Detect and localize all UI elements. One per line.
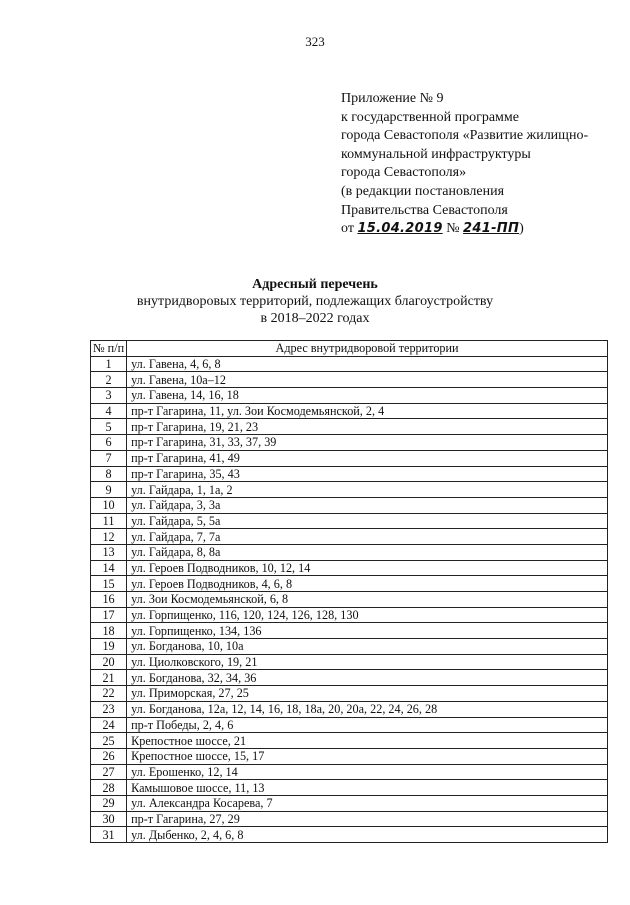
table-row bbox=[91, 748, 608, 764]
row-address: ул. Героев Подводников, 10, 12, 14 bbox=[127, 560, 608, 576]
header-number: № п/п bbox=[91, 341, 127, 357]
row-address: ул. Гайдара, 7, 7а bbox=[127, 529, 608, 545]
row-number: 30 bbox=[91, 811, 127, 827]
row-number: 6 bbox=[91, 435, 127, 451]
row-number: 5 bbox=[91, 419, 127, 435]
date-prefix: от bbox=[341, 221, 354, 237]
table-body bbox=[91, 356, 608, 842]
row-number: 12 bbox=[91, 529, 127, 545]
row-address: ул. Гавена, 4, 6, 8 bbox=[127, 356, 608, 372]
row-address: пр-т Гагарина, 35, 43 bbox=[127, 466, 608, 482]
appendix-line: города Севастополя «Развитие жилищно- bbox=[341, 128, 589, 144]
row-number: 4 bbox=[91, 403, 127, 419]
row-address: ул. Зои Космодемьянской, 6, 8 bbox=[127, 592, 608, 608]
row-address: ул. Гайдара, 5, 5а bbox=[127, 513, 608, 529]
table-row bbox=[91, 654, 608, 670]
table-row bbox=[91, 529, 608, 545]
row-number: 14 bbox=[91, 560, 127, 576]
row-address: пр-т Гагарина, 41, 49 bbox=[127, 450, 608, 466]
row-address: Крепостное шоссе, 21 bbox=[127, 733, 608, 749]
row-number: 25 bbox=[91, 733, 127, 749]
row-number: 26 bbox=[91, 748, 127, 764]
title-line-2: внутридворовых территорий, подлежащих благоустройству bbox=[136, 294, 494, 309]
row-address: пр-т Гагарина, 19, 21, 23 bbox=[127, 419, 608, 435]
row-address: ул. Александра Косарева, 7 bbox=[127, 795, 608, 811]
table-row bbox=[91, 450, 608, 466]
row-address: ул. Циолковского, 19, 21 bbox=[127, 654, 608, 670]
appendix-line: Приложение № 9 bbox=[341, 91, 444, 106]
row-number: 17 bbox=[91, 607, 127, 623]
closing-paren: ) bbox=[519, 221, 524, 237]
row-number: 20 bbox=[91, 654, 127, 670]
row-address: ул. Героев Подводников, 4, 6, 8 bbox=[127, 576, 608, 592]
appendix-line: Правительства Севастополя bbox=[341, 202, 508, 218]
table-row bbox=[91, 701, 608, 717]
row-number: 13 bbox=[91, 544, 127, 560]
appendix-date-line bbox=[341, 220, 630, 239]
table-row bbox=[91, 372, 608, 388]
row-number: 9 bbox=[91, 482, 127, 498]
table-row bbox=[91, 544, 608, 560]
row-number: 18 bbox=[91, 623, 127, 639]
table-row bbox=[91, 513, 608, 529]
appendix-block bbox=[341, 90, 630, 239]
row-address: пр-т Гагарина, 31, 33, 37, 39 bbox=[127, 435, 608, 451]
row-address: ул. Богданова, 12а, 12, 14, 16, 18, 18а, 20, 20а, 22, 24, 26, 28 bbox=[127, 701, 608, 717]
row-number: 10 bbox=[91, 497, 127, 513]
row-number: 1 bbox=[91, 356, 127, 372]
row-number: 22 bbox=[91, 686, 127, 702]
row-number: 21 bbox=[91, 670, 127, 686]
row-address: пр-т Гагарина, 27, 29 bbox=[127, 811, 608, 827]
row-address: ул. Горпищенко, 116, 120, 124, 126, 128, 130 bbox=[127, 607, 608, 623]
handwritten-number: 241-ПП bbox=[463, 221, 520, 237]
table-row bbox=[91, 670, 608, 686]
header-address: Адрес внутридворовой территории bbox=[127, 341, 608, 357]
row-number: 7 bbox=[91, 450, 127, 466]
appendix-line: коммунальной инфраструктуры bbox=[341, 146, 531, 162]
table-row bbox=[91, 435, 608, 451]
number-prefix: № bbox=[446, 221, 460, 237]
appendix-line: города Севастополя» bbox=[341, 165, 467, 181]
title-line-3: в 2018–2022 годах bbox=[260, 311, 370, 326]
row-address: ул. Гайдара, 3, 3а bbox=[127, 497, 608, 513]
table-row bbox=[91, 388, 608, 404]
row-number: 8 bbox=[91, 466, 127, 482]
row-address: ул. Гайдара, 8, 8а bbox=[127, 544, 608, 560]
row-address: ул. Горпищенко, 134, 136 bbox=[127, 623, 608, 639]
table-row bbox=[91, 592, 608, 608]
title-main: Адресный перечень bbox=[252, 277, 378, 292]
row-number: 19 bbox=[91, 639, 127, 655]
row-address: ул. Гайдара, 1, 1а, 2 bbox=[127, 482, 608, 498]
table-row bbox=[91, 607, 608, 623]
row-address: пр-т Победы, 2, 4, 6 bbox=[127, 717, 608, 733]
row-number: 2 bbox=[91, 372, 127, 388]
table-row bbox=[91, 733, 608, 749]
row-number: 29 bbox=[91, 795, 127, 811]
page-number: 323 bbox=[305, 34, 325, 49]
row-address: ул. Богданова, 10, 10а bbox=[127, 639, 608, 655]
table-row bbox=[91, 686, 608, 702]
table-row bbox=[91, 466, 608, 482]
table-row bbox=[91, 576, 608, 592]
row-number: 27 bbox=[91, 764, 127, 780]
row-number: 23 bbox=[91, 701, 127, 717]
row-address: ул. Ерошенко, 12, 14 bbox=[127, 764, 608, 780]
table-row bbox=[91, 717, 608, 733]
row-number: 24 bbox=[91, 717, 127, 733]
document-title bbox=[0, 276, 630, 327]
table-row bbox=[91, 639, 608, 655]
table-row bbox=[91, 811, 608, 827]
table-header-row bbox=[91, 341, 608, 357]
row-address: пр-т Гагарина, 11, ул. Зои Космодемьянской, 2, 4 bbox=[127, 403, 608, 419]
row-number: 15 bbox=[91, 576, 127, 592]
table-row bbox=[91, 780, 608, 796]
row-address: Камышовое шоссе, 11, 13 bbox=[127, 780, 608, 796]
row-address: ул. Гавена, 14, 16, 18 bbox=[127, 388, 608, 404]
row-address: Крепостное шоссе, 15, 17 bbox=[127, 748, 608, 764]
table-row bbox=[91, 356, 608, 372]
row-number: 31 bbox=[91, 827, 127, 843]
row-address: ул. Богданова, 32, 34, 36 bbox=[127, 670, 608, 686]
table-row bbox=[91, 795, 608, 811]
row-number: 28 bbox=[91, 780, 127, 796]
table-row bbox=[91, 497, 608, 513]
table-row bbox=[91, 764, 608, 780]
row-address: ул. Дыбенко, 2, 4, 6, 8 bbox=[127, 827, 608, 843]
appendix-line: к государственной программе bbox=[341, 109, 519, 125]
row-number: 11 bbox=[91, 513, 127, 529]
table-row bbox=[91, 482, 608, 498]
table-row bbox=[91, 623, 608, 639]
row-number: 3 bbox=[91, 388, 127, 404]
table-row bbox=[91, 419, 608, 435]
table-row bbox=[91, 403, 608, 419]
handwritten-date: 15.04.2019 bbox=[357, 221, 443, 237]
row-number: 16 bbox=[91, 592, 127, 608]
row-address: ул. Гавена, 10а–12 bbox=[127, 372, 608, 388]
table-row bbox=[91, 827, 608, 843]
appendix-line: (в редакции постановления bbox=[341, 183, 505, 199]
row-address: ул. Приморская, 27, 25 bbox=[127, 686, 608, 702]
table-row bbox=[91, 560, 608, 576]
address-table bbox=[90, 340, 608, 843]
